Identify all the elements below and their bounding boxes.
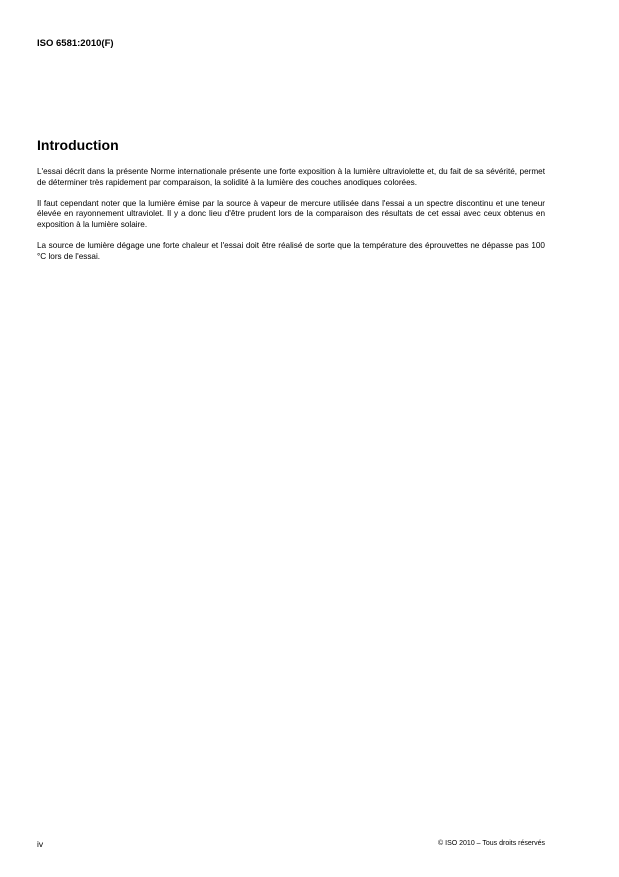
paragraph: Il faut cependant noter que la lumière émise par la source à vapeur de mercure utilisée dans l'essai a un spectre discontinu et une teneur élevée en rayonnement ultraviolet. Il y a donc lieu d'être prudent lors de la comparaison des résultats de cet essai avec ceux obtenus en exposition à la lumière solaire. [37, 198, 545, 229]
section-title: Introduction [37, 137, 119, 153]
copyright-notice: © ISO 2010 – Tous droits réservés [438, 840, 545, 847]
paragraph: L'essai décrit dans la présente Norme internationale présente une forte exposition à la lumière ultraviolette et, du fait de sa sévérité, permet de déterminer très rapidement par comparaison, la solidité à la lumière des couches anodiques colorées. [37, 167, 545, 187]
paragraph: La source de lumière dégage une forte chaleur et l'essai doit être réalisé de sorte que la température des éprouvettes ne dépasse pas 100 °C lors de l'essai. [37, 241, 545, 261]
section-body [37, 167, 545, 273]
page-number: iv [37, 839, 44, 849]
document-header-id: ISO 6581:2010(F) [37, 38, 114, 49]
